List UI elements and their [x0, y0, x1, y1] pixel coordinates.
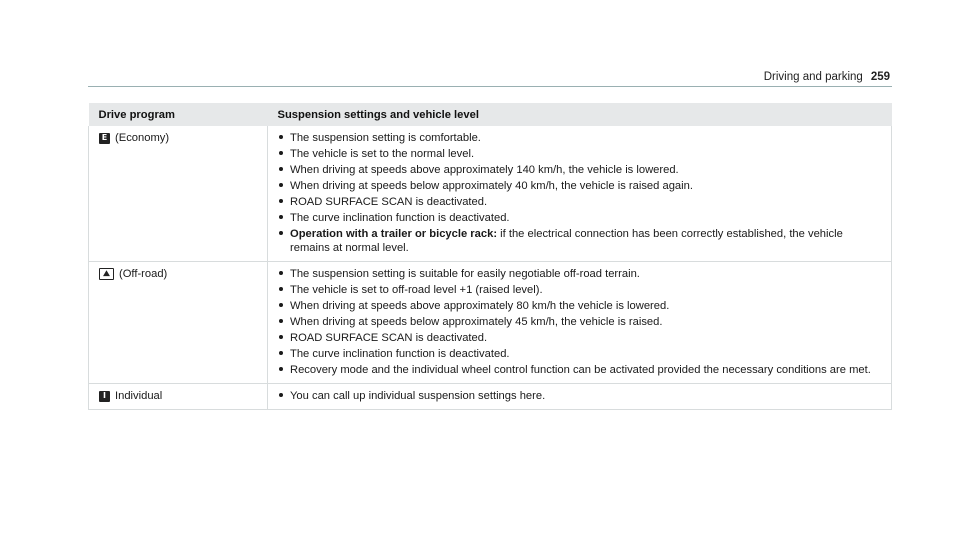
individual-mode-icon: I [99, 391, 110, 402]
list-item: When driving at speeds below approximately 40 km/h, the vehicle is raised again. [278, 179, 881, 193]
mode-name: (Off-road) [119, 268, 168, 280]
list-item: The vehicle is set to off-road level +1 (raised level). [278, 283, 881, 297]
list-item: The suspension setting is comfortable. [278, 131, 881, 145]
list-item: Recovery mode and the individual wheel control function can be activated provided the necessary conditions are met. [278, 363, 881, 377]
page-number: 259 [870, 71, 890, 83]
mode-name: Individual [115, 390, 163, 402]
list-item: The suspension setting is suitable for easily negotiable off-road terrain. [278, 267, 881, 281]
list-item: When driving at speeds above approximately 140 km/h, the vehicle is lowered. [278, 163, 881, 177]
drive-program-cell [89, 126, 268, 262]
off-road-mode-icon: ⛰ [99, 268, 114, 280]
section-title: Driving and parking [763, 71, 863, 83]
list-item: You can call up individual suspension settings here. [278, 389, 881, 403]
table-row [89, 262, 892, 384]
table-row [89, 384, 892, 410]
mode-label [99, 267, 257, 281]
header-rule [88, 86, 892, 87]
list-item: The curve inclination function is deactivated. [278, 211, 881, 225]
settings-cell [268, 384, 892, 410]
mode-label [99, 131, 257, 145]
trailer-note-heading: Operation with a trailer or bicycle rack: [290, 228, 498, 240]
page-header [764, 71, 890, 83]
list-item: ROAD SURFACE SCAN is deactivated. [278, 331, 881, 345]
table-row [89, 126, 892, 262]
mode-name: (Economy) [115, 132, 170, 144]
settings-cell [268, 126, 892, 262]
column-header-drive-program: Drive program [89, 103, 268, 126]
mode-label [99, 389, 257, 403]
settings-list [278, 267, 881, 377]
economy-mode-icon: E [99, 133, 110, 144]
list-item: When driving at speeds below approximately 45 km/h, the vehicle is raised. [278, 315, 881, 329]
settings-list [278, 389, 881, 403]
drive-program-cell [89, 384, 268, 410]
list-item: ROAD SURFACE SCAN is deactivated. [278, 195, 881, 209]
list-item [278, 227, 881, 255]
drive-program-table [88, 103, 892, 410]
list-item: The vehicle is set to the normal level. [278, 147, 881, 161]
trailer-note-text: if the electrical connection has been correctly established, the vehicle remains at normal level. [290, 228, 843, 254]
table-header-row [89, 103, 892, 126]
settings-list [278, 131, 881, 255]
settings-cell [268, 262, 892, 384]
column-header-suspension: Suspension settings and vehicle level [268, 103, 892, 126]
list-item: When driving at speeds above approximately 80 km/h the vehicle is lowered. [278, 299, 881, 313]
list-item: The curve inclination function is deactivated. [278, 347, 881, 361]
drive-program-cell [89, 262, 268, 384]
